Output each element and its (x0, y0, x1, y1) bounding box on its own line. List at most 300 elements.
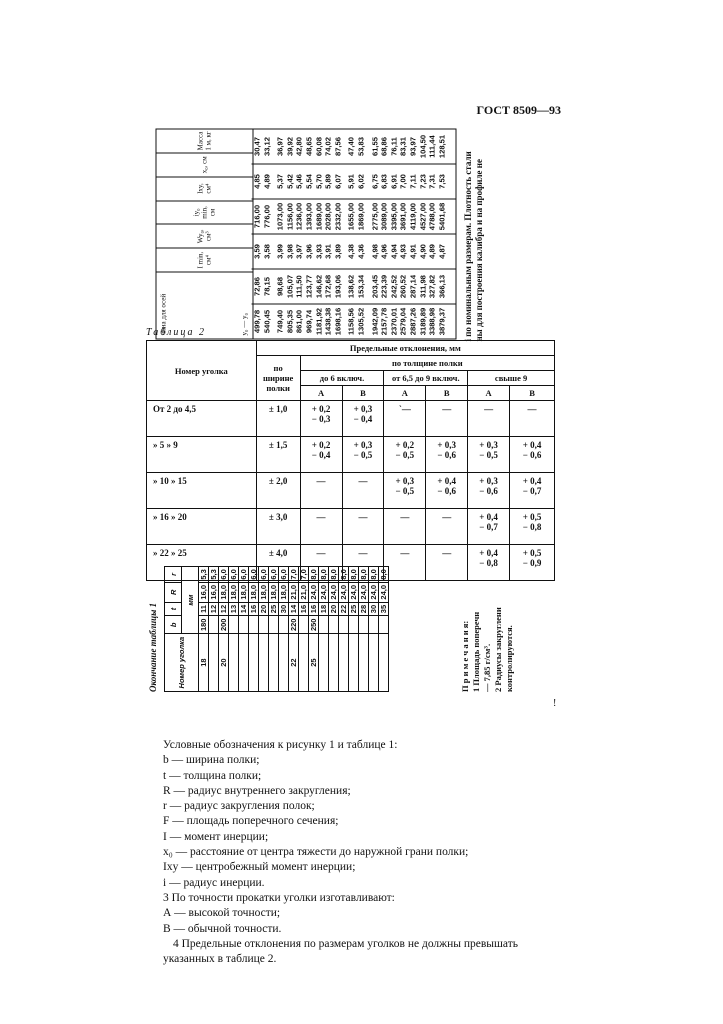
cell-imin: 2157,78 (379, 307, 389, 335)
table-cell (229, 616, 239, 634)
cell-iy0: 4,91 (407, 243, 417, 259)
table-row (147, 437, 555, 473)
table-cell: 6,0 (239, 567, 249, 583)
cell-imin: 2370,01 (388, 307, 398, 335)
cell-x0: 5,37 (275, 173, 285, 189)
table-cell (239, 616, 249, 634)
cell-imin: 1942,09 (369, 307, 379, 335)
cell-imin: 3388,98 (427, 307, 437, 335)
legend-x0: x₀ — расстояние от центра тяжести до наружной грани полки; (163, 846, 469, 859)
table-cell (379, 634, 389, 692)
cell-iy0: 3,98 (284, 243, 294, 259)
table-cell (319, 634, 329, 692)
table-cell (249, 634, 259, 692)
table-cell: 18,0 (249, 582, 259, 602)
table-cell: 18 (319, 602, 329, 616)
cell-mass: 76,11 (388, 136, 398, 156)
cell-x0: 4,85 (252, 173, 261, 189)
header-a-3: А (468, 386, 510, 401)
tolerance-value: − 0,5 (395, 450, 415, 460)
table-cell (379, 616, 389, 634)
cell-imin: 805,35 (284, 309, 294, 333)
header-b-3: В (510, 386, 555, 401)
table-cell (259, 616, 269, 634)
width-tolerance-cell: ± 1,5 (256, 437, 300, 473)
table-cell: 20 (219, 634, 229, 692)
table-cell (369, 634, 379, 692)
cell-ixy: 1655,00 (346, 202, 356, 230)
cell-x0: 6,07 (332, 173, 342, 189)
table-row (147, 401, 555, 437)
table-cell: 6,0 (259, 567, 269, 583)
header-x0: x₀, см (156, 152, 252, 176)
notes-title: П р и м е ч а н и я: (460, 620, 470, 692)
cell-mass: 33,12 (261, 136, 271, 156)
table-cell: 6,0 (249, 567, 259, 583)
cell-iy0: 4,38 (346, 243, 356, 259)
table-row (199, 567, 209, 692)
header-t: t (165, 602, 182, 616)
table-row (319, 567, 329, 692)
table-cell (229, 634, 239, 692)
table-row (239, 567, 249, 692)
tolerance-value: + 0,4 (522, 440, 542, 450)
table-cell: 12 (219, 602, 229, 616)
tolerance-value: − 0,8 (479, 558, 498, 568)
cell-mass: 68,86 (379, 136, 389, 156)
cell-ixy: 3395,00 (388, 202, 398, 230)
grade-cell: От 2 до 4,5 (147, 401, 257, 437)
width-tolerance-cell: ± 4,0 (256, 545, 300, 581)
body-text (163, 738, 555, 967)
table-cell: 8,0 (319, 567, 329, 583)
stray-mark: ! (553, 698, 557, 709)
tolerance-value: − 0,6 (437, 450, 457, 460)
header-b-2: В (426, 386, 468, 401)
table-row (219, 567, 229, 692)
cell-imin: 1181,92 (313, 307, 323, 335)
table1-top-rotated (155, 128, 456, 339)
tolerance-cell (300, 401, 342, 437)
table-cell (359, 634, 369, 692)
header-thickness: по толщине полки (300, 356, 554, 371)
table-cell: 8,0 (359, 567, 369, 583)
cell-iy0: 4,89 (427, 243, 437, 259)
cell-mass: 87,56 (332, 136, 342, 156)
cell-wy0: 172,68 (323, 274, 333, 298)
cell-x0: 7,31 (427, 173, 437, 189)
table-cell: 24,0 (379, 582, 389, 602)
table-cell: 22 (339, 602, 349, 616)
cell-mass: 83,31 (398, 136, 408, 156)
clause-3: 3 По точности прокатки уголки изготавливают: (163, 891, 395, 904)
tolerance-value: − 0,4 (311, 450, 331, 460)
cell-iy0: 3,89 (332, 243, 342, 259)
cell-ixy: 2775,00 (369, 202, 379, 230)
table-cell: 24,0 (329, 582, 339, 602)
table-cell: 200 (219, 616, 229, 634)
header-r-big: R (165, 582, 182, 602)
table-row (369, 567, 379, 692)
tolerance-cell (384, 509, 426, 545)
cell-ixy: 2332,00 (332, 202, 342, 230)
tolerance-cell (426, 509, 468, 545)
cell-iy0: 4,87 (436, 243, 446, 259)
cell-iy0: 4,90 (417, 243, 427, 259)
table-cell (349, 634, 359, 692)
cell-wy0: 242,52 (388, 274, 398, 298)
table-cell: 5,3 (209, 567, 219, 583)
table-row (309, 567, 319, 692)
table-cell: 16 (309, 602, 319, 616)
cell-ixy: 1156,00 (284, 202, 294, 230)
tolerance-value: + 0,3 (437, 440, 457, 450)
table-row (339, 567, 349, 692)
table1-end-body (199, 567, 389, 692)
tolerance-value: − 0,6 (437, 486, 457, 496)
cell-mass: 36,97 (275, 136, 285, 156)
tolerance-value: — (400, 548, 410, 558)
table-cell: 8,0 (329, 567, 339, 583)
col-imin (251, 303, 455, 338)
group-label: чинa для осей (159, 293, 167, 335)
header-wy0: Wy₀, см³ (156, 223, 252, 247)
grade-cell: » 10 » 15 (147, 473, 257, 509)
table-row (259, 567, 269, 692)
table-cell: 7,0 (289, 567, 299, 583)
table-cell (319, 616, 329, 634)
header-unit: мм (182, 567, 199, 634)
table-cell: 21,0 (289, 582, 299, 602)
tolerance-cell (342, 473, 384, 509)
cell-iy0: 4,93 (398, 243, 408, 259)
tolerance-value: + 0,4 (522, 476, 542, 486)
cell-ixy: 2028,00 (323, 202, 333, 230)
table-cell: 24,0 (359, 582, 369, 602)
cell-wy0: 138,62 (346, 274, 356, 298)
cell-wy0: 123,77 (303, 274, 313, 298)
cell-iy0: 3,93 (313, 243, 323, 259)
cell-x0: 6,83 (379, 173, 389, 189)
cell-wy0: 311,98 (417, 274, 427, 298)
cell-mass: 47,40 (346, 136, 356, 156)
tolerance-value: + 0,4 (437, 476, 457, 486)
cell-x0: 5,89 (323, 173, 333, 189)
cell-wy0: 72,86 (252, 276, 261, 296)
tolerance-value: + 0,3 (479, 440, 498, 450)
cell-ixy: 5401,68 (436, 202, 446, 230)
legend-r-big: R — радиус внутреннего закругления; (163, 784, 351, 797)
cell-imin: 3189,89 (417, 307, 427, 335)
cell-mass: 111,44 (427, 134, 437, 158)
table-cell (329, 616, 339, 634)
cell-ixy: 776,00 (261, 204, 271, 228)
grade-cell: » 22 » 25 (147, 545, 257, 581)
cell-mass: 53,83 (355, 136, 365, 156)
table-cell (259, 634, 269, 692)
table1-top-header (155, 128, 253, 339)
tolerance-value: + 0,3 (353, 440, 373, 450)
width-tolerance-cell: ± 2,0 (256, 473, 300, 509)
table-cell: 24,0 (349, 582, 359, 602)
tolerance-value: + 0,4 (479, 512, 498, 522)
tolerance-value: — (358, 512, 368, 522)
cell-mass: 61,55 (369, 136, 379, 156)
tolerance-cell (426, 437, 468, 473)
table-cell: 180 (199, 616, 209, 634)
table-cell (249, 616, 259, 634)
tolerance-value: — (400, 512, 410, 522)
notes2-line-3: 2 Радиусы закруглени (493, 607, 503, 692)
tolerance-cell (468, 437, 510, 473)
document-code: ГОСТ 8509—93 (476, 103, 561, 117)
tolerance-value: − 0,9 (522, 558, 542, 568)
cell-wy0: 203,45 (369, 274, 379, 298)
cell-wy0: 105,07 (284, 274, 294, 298)
cell-mass: 30,47 (252, 136, 261, 156)
table-row (279, 567, 289, 692)
cell-x0: 7,23 (417, 173, 427, 189)
table1-end-notes-rotated (460, 566, 522, 692)
table-cell: 250 (309, 616, 319, 634)
cell-ixy: 716,00 (252, 204, 261, 228)
table-cell: 8,0 (309, 567, 319, 583)
tolerance-value: `— (398, 404, 411, 414)
cell-wy0: 153,34 (355, 274, 365, 298)
cell-imin: 969,74 (303, 309, 313, 333)
table-cell: 8,0 (379, 567, 389, 583)
tolerance-value: — (316, 476, 326, 486)
tolerance-cell (384, 401, 426, 437)
tolerance-cell (342, 509, 384, 545)
clause-4: 4 Предельные отклонения по размерам уголков не должны превышать указанных в таблице 2. (163, 937, 518, 966)
table-row (299, 567, 309, 692)
table-cell: 18,0 (239, 582, 249, 602)
tolerance-value: — (358, 548, 368, 558)
table-cell: 18,0 (219, 582, 229, 602)
table-cell: 14 (289, 602, 299, 616)
cell-mass: 74,02 (323, 136, 333, 156)
cell-iy0: 3,91 (323, 243, 333, 259)
table-cell: 8,0 (369, 567, 379, 583)
notes2-line-4: контролируются. (504, 625, 514, 692)
cell-wy0: 287,14 (407, 274, 417, 298)
cell-ixy: 4119,00 (407, 202, 417, 230)
table-cell: 16,0 (209, 582, 219, 602)
table-cell: 18,0 (229, 582, 239, 602)
table-row (329, 567, 339, 692)
cell-ixy: 1393,00 (303, 202, 313, 230)
table-cell: 24,0 (339, 582, 349, 602)
table-cell: 20 (259, 602, 269, 616)
clause-3-a: А — высокой точности; (163, 907, 281, 920)
table1-end-rotated (148, 566, 388, 692)
cell-imin: 540,45 (261, 309, 271, 333)
legend-i-small: i — радиус инерции. (163, 876, 265, 889)
header-b-1: В (342, 386, 384, 401)
cell-imin: 1158,56 (346, 307, 356, 335)
tolerance-value: + 0,2 (311, 404, 331, 414)
col-wy0 (251, 268, 455, 303)
axis-label: y₀ — y₀ (240, 312, 248, 335)
cell-mass: 104,50 (417, 134, 427, 158)
table-cell (359, 616, 369, 634)
table-cell (299, 616, 309, 634)
table-row (289, 567, 299, 692)
tolerance-cell (510, 473, 555, 509)
tolerance-cell (384, 545, 426, 581)
table-cell (339, 634, 349, 692)
cell-mass: 93,97 (407, 136, 417, 156)
table-cell (349, 616, 359, 634)
table-row (209, 567, 219, 692)
cell-wy0: 327,82 (427, 274, 437, 298)
table-cell (369, 616, 379, 634)
width-tolerance-cell: ± 1,0 (256, 401, 300, 437)
cell-x0: 7,53 (436, 173, 446, 189)
table-cell (339, 616, 349, 634)
tolerance-value: + 0,2 (311, 440, 331, 450)
tolerance-value: — (442, 404, 452, 414)
notes2-line-2: — 7,85 г/см³. (482, 643, 492, 692)
tolerance-value: − 0,3 (311, 414, 331, 424)
cell-mass: 60,08 (313, 136, 323, 156)
table-cell (269, 634, 279, 692)
table-cell: 30 (369, 602, 379, 616)
tolerance-value: + 0,5 (522, 548, 542, 558)
tolerance-cell (468, 509, 510, 545)
cell-ixy: 4527,00 (417, 202, 427, 230)
cell-wy0: 260,52 (398, 274, 408, 298)
table-cell: 25 (309, 634, 319, 692)
tolerance-value: — (358, 476, 368, 486)
cell-iy0: 4,94 (388, 243, 398, 259)
cell-imin: 861,00 (294, 309, 304, 333)
header-sub-2: от 6,5 до 9 включ. (384, 371, 468, 386)
header-a-1: А (300, 386, 342, 401)
cell-imin: 1438,38 (323, 307, 333, 335)
cell-x0: 6,75 (369, 173, 379, 189)
table-cell (279, 616, 289, 634)
cell-x0: 5,46 (294, 173, 304, 189)
tolerance-cell (468, 401, 510, 437)
tolerance-value: + 0,3 (479, 476, 498, 486)
tolerance-cell (510, 509, 555, 545)
cell-iy0: 3,58 (261, 243, 271, 259)
tolerance-value: − 0,7 (479, 522, 498, 532)
table-cell: 5,3 (199, 567, 209, 583)
cell-ixy: 4788,00 (427, 202, 437, 230)
legend-ixy: Ixy — центробежный момент инерции; (163, 861, 356, 874)
table-cell: 25 (349, 602, 359, 616)
header-mass: Масса 1 м, кг (195, 130, 212, 151)
table-row (147, 509, 555, 545)
tolerance-value: — (316, 512, 326, 522)
tolerance-value: − 0,7 (522, 486, 542, 496)
cell-imin: 1698,16 (332, 307, 342, 335)
cell-mass: 48,65 (303, 136, 313, 156)
cell-iy0: 3,59 (252, 243, 261, 259)
cell-imin: 1305,52 (355, 307, 365, 335)
table-row (147, 473, 555, 509)
table-cell: 6,0 (219, 567, 229, 583)
table-cell: 24,0 (319, 582, 329, 602)
header-sub-1: до 6 включ. (300, 371, 384, 386)
cell-mass: 128,51 (436, 134, 446, 158)
tolerance-cell (510, 401, 555, 437)
legend-f: F — площадь поперечного сечения; (163, 815, 339, 828)
cell-iy0: 4,98 (369, 243, 379, 259)
table-row (349, 567, 359, 692)
cell-x0: 7,00 (398, 173, 408, 189)
table-row (249, 567, 259, 692)
col-iy0 (251, 233, 455, 268)
cell-wy0: 146,62 (313, 274, 323, 298)
cell-iy0: 4,36 (355, 243, 365, 259)
table-cell (299, 634, 309, 692)
tolerance-value: — (316, 548, 326, 558)
table-cell: 6,0 (269, 567, 279, 583)
cell-wy0: 78,15 (261, 276, 271, 296)
tolerance-cell (468, 473, 510, 509)
table-cell: 13 (229, 602, 239, 616)
cell-iy0: 3,96 (303, 243, 313, 259)
cell-x0: 5,70 (313, 173, 323, 189)
table1-top-body (251, 128, 456, 339)
cell-iy0: 4,96 (379, 243, 389, 259)
table-cell: 28 (359, 602, 369, 616)
tolerance-cell (510, 437, 555, 473)
table-cell: 16,0 (199, 582, 209, 602)
table-cell: 25 (269, 602, 279, 616)
cell-ixy: 3691,00 (398, 202, 408, 230)
table-cell: 7,0 (299, 567, 309, 583)
cell-wy0: 98,68 (275, 276, 285, 296)
table-cell: 6,0 (229, 567, 239, 583)
table-cell (209, 616, 219, 634)
cell-mass: 42,80 (294, 136, 304, 156)
tolerance-cell (300, 437, 342, 473)
tolerance-value: − 0,6 (479, 486, 498, 496)
tolerance-cell (426, 401, 468, 437)
tolerance-value: − 0,5 (353, 450, 373, 460)
table-cell: 16 (299, 602, 309, 616)
table-cell: 18,0 (269, 582, 279, 602)
tolerance-cell (426, 473, 468, 509)
header-grade: Номер уголка (147, 341, 257, 401)
col-mass (251, 129, 455, 163)
table-cell: 14 (239, 602, 249, 616)
cell-ixy: 1869,00 (355, 202, 365, 230)
header-b: b (165, 616, 182, 634)
cell-x0: 6,02 (355, 173, 365, 189)
table-row (269, 567, 279, 692)
grade-cell: » 5 » 9 (147, 437, 257, 473)
cell-ixy: 1073,00 (275, 202, 285, 230)
cell-wy0: 366,13 (436, 274, 446, 298)
legend-title: Условные обозначения к рисунку 1 и таблице 1: (163, 739, 398, 751)
width-tolerance-cell: ± 3,0 (256, 509, 300, 545)
tolerance-value: − 0,8 (522, 522, 542, 532)
tolerance-cell (300, 509, 342, 545)
cell-ixy: 1236,00 (294, 202, 304, 230)
table-cell: 12 (209, 602, 219, 616)
table1-end-title: Окончание таблицы 1 (148, 602, 158, 692)
table-cell: 24,0 (309, 582, 319, 602)
table-row (359, 567, 369, 692)
tolerance-value: + 0,3 (353, 404, 373, 414)
table2-label: Таблица 2 (146, 327, 206, 338)
